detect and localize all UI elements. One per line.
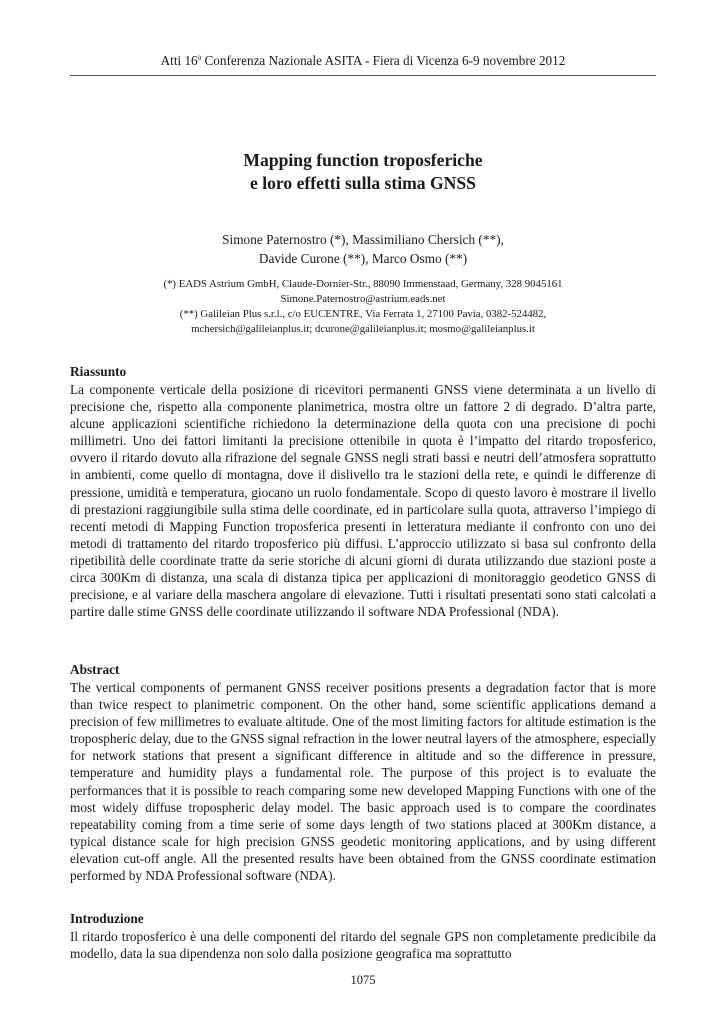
affiliation-email: mchersich@galileianplus.it; dcurone@galileianplus.it; mosmo@galileianplus.it <box>191 323 535 335</box>
title-line-1: Mapping function troposferiche <box>243 150 483 170</box>
authors-line-1: Simone Paternostro (*), Massimiliano Chersich (**), <box>222 232 504 247</box>
title-line-2: e loro effetti sulla stima GNSS <box>250 173 476 193</box>
section-heading: Abstract <box>70 662 120 677</box>
section-body: Il ritardo troposferico è una delle componenti del ritardo del segnale GPS non completamente predicibile da modello, data la sua dipendenza non solo dalla posizione geografica ma soprattutto <box>70 929 656 962</box>
running-header-prefix: Atti 16 <box>160 53 198 68</box>
running-header-suffix: Conferenza Nazionale ASITA - Fiera di Vicenza 6-9 novembre 2012 <box>201 53 566 68</box>
section-riassunto <box>70 363 656 620</box>
header-rule <box>70 75 656 76</box>
authors-line-2: Davide Curone (**), Marco Osmo (**) <box>258 251 468 266</box>
affiliations <box>70 277 656 337</box>
author-list <box>70 230 656 268</box>
page-number: 1075 <box>350 973 376 987</box>
paper-title <box>70 149 656 195</box>
running-header <box>70 52 656 70</box>
affiliation-line: (**) Galileian Plus s.r.l., c/o EUCENTRE, Via Ferrata 1, 27100 Pavia, 0382-524482, <box>179 308 547 320</box>
section-heading: Introduzione <box>70 911 144 926</box>
affiliation-line: (*) EADS Astrium GmbH, Claude-Dornier-Str., 88090 Immenstaad, Germany, 328 9045161 <box>163 278 563 290</box>
running-header-superscript: a <box>197 52 202 62</box>
section-introduzione <box>70 910 656 962</box>
section-body: The vertical components of permanent GNSS receiver positions presents a degradation factor that is more than twice respect to planimetric component. On the other hand, some scientific applications demand a precision of few millimetres to evaluate altitude. One of the most limiting factors for altitude estimation is the tropospheric delay, due to the GNSS signal refraction in the lower neutral layers of the atmosphere, especially for network stations that present a significant difference in altitude and so the difference in pressure, temperature and humidity plays a fundamental role. The purpose of this project is to evaluate the performances that it is possible to reach comparing some new developed Mapping Functions with one of the most widely diffuse tropospheric delay model. The basic approach used is to compare the coordinates repeatability coming from a time serie of some days length of two stations placed at 300Km distance, a typical distance scale for high precision GNSS geodetic monitoring applications, and by using different elevation cut-off angle. All the presented results have been obtained from the GNSS coordinate estimation performed by NDA Professional software (NDA). <box>70 680 656 884</box>
section-abstract <box>70 661 656 884</box>
section-heading: Riassunto <box>70 364 127 379</box>
affiliation-email: Simone.Paternostro@astrium.eads.net <box>280 293 446 305</box>
section-body: La componente verticale della posizione di ricevitori permanenti GNSS viene determinata a un livello di precisione che, rispetto alla componente planimetrica, mostra oltre un fattore 2 di degrado. D’altra parte, alcune applicazioni scientifiche richiedono la determinazione della quota con una precisione di pochi millimetri. Uno dei fattori limitanti la precisione ottenibile in quota è l’impatto del ritardo troposferico, ovvero il ritardo dovuto alla rifrazione del segnale GNSS negli strati bassi e neutri dell’atmosfera soprattutto in ambienti, come quello di montagna, dove il dislivello tra le stazioni della rete, e quindi le differenze di pressione, umidità e temperatura, giocano un ruolo fondamentale. Scopo di questo lavoro è mostrare il livello di prestazioni raggiungibile sulla stima delle coordinate, ed in particolare sulla quota, attraverso l’impiego di recenti metodi di Mapping Function troposferica presenti in letteratura mediante il confronto con uno dei metodi di trattamento del ritardo troposferico più diffusi. L’approccio utilizzato si basa sul confronto della ripetibilità delle coordinate tratte da serie storiche di alcuni giorni di durata utilizzando due stazioni poste a circa 300Km di distanza, una scala di distanza tipica per applicazioni di monitoraggio geodetico GNSS di precisione, e al variare della maschera angolare di elevazione. Tutti i risultati presentati sono stati calcolati a partire dalle stime GNSS delle coordinate utilizzando il software NDA Professional (NDA). <box>70 382 656 620</box>
